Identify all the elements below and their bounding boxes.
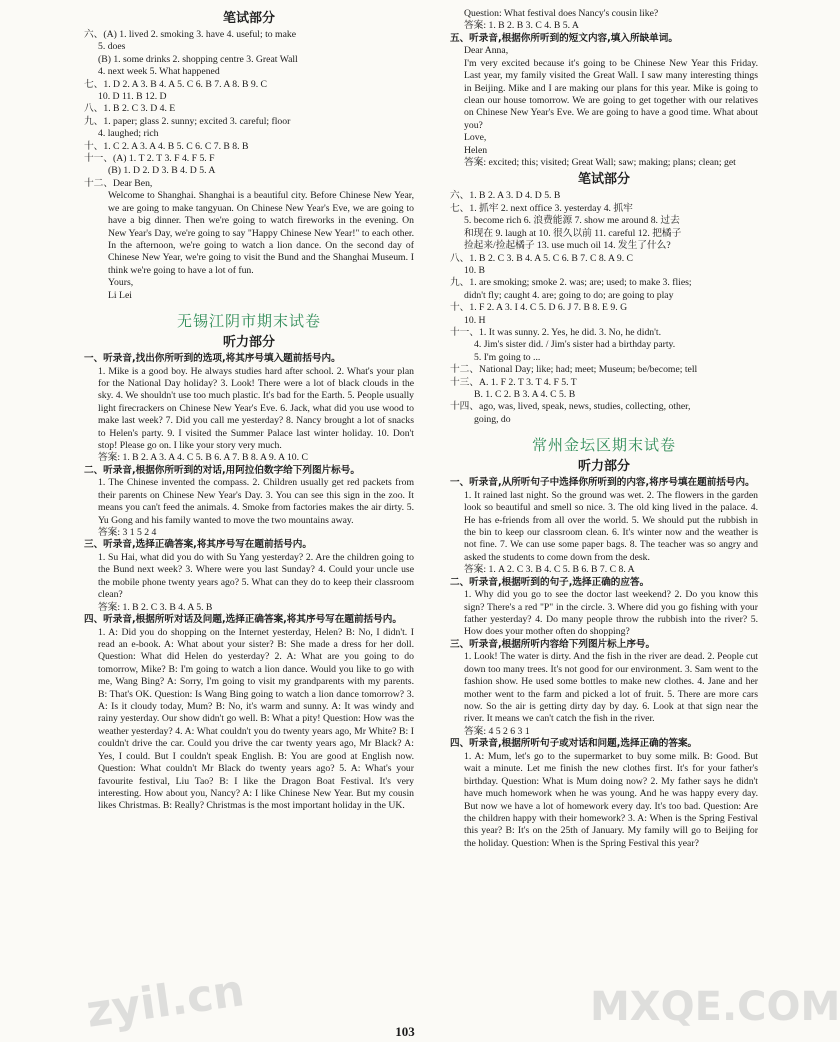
answer-list	[84, 29, 414, 190]
answer-line: going, do	[474, 413, 511, 425]
answer-line: 答案: 3 1 5 2 4	[98, 527, 157, 538]
answer-line: 七、1. D 2. A 3. B 4. A 5. C 6. B 7. A 8. B 9. C	[84, 78, 268, 90]
watermark-logo: MXQE.COM	[590, 984, 840, 1030]
question-heading: 五、听录音,根据你所听到的短文内容,填入所缺单词。	[450, 32, 678, 44]
answer-line: 九、1. paper; glass 2. sunny; excited 3. careful; floor	[84, 115, 291, 127]
exam-title: 常州金坛区期末试卷	[531, 436, 676, 455]
letter-closing: Love,	[464, 132, 487, 144]
answer-line: 十二、Dear Ben,	[84, 177, 153, 189]
answer-line: 答案: 4 5 2 6 3 1	[464, 725, 530, 737]
answer-line: 答案: excited; this; visited; Great Wall; saw; making; plans; clean; get	[464, 157, 736, 169]
question-heading: 四、听录音,根据所听句子或对话和问题,选择正确的答案。	[450, 738, 698, 750]
section-title-listening: 听力部分	[577, 459, 630, 475]
answer-line: 10. H	[464, 314, 486, 326]
right-column	[450, 8, 758, 850]
answer-line: 5. become rich 6. 浪费能源 7. show me around 8. 过去	[464, 215, 680, 227]
answer-line: (B) 1. D 2. D 3. B 4. D 5. A	[108, 165, 216, 177]
answer-line: 答案: 1. B 2. C 3. B 4. A 5. B	[98, 601, 213, 613]
letter-greeting: Dear Anna,	[464, 45, 509, 57]
answer-line: 4. next week 5. What happened	[98, 66, 220, 78]
answer-line: 十四、ago, was, lived, speak, news, studies, collecting, other,	[450, 401, 691, 413]
question-heading: 二、听录音,根据你所听到的对话,用阿拉伯数字给下列图片标号。	[84, 464, 360, 476]
listening-script: 1. Su Hai, what did you do with Su Yang yesterday? 2. Are the children going to the Bund next week? 3. Where were you last Sunday? 4. Could your uncle use the mobile phone twenty years ago? 5. What can they do to keep their classroom clean?	[98, 552, 414, 601]
section-title-listening: 听力部分	[222, 334, 275, 350]
listening-script: 1. A: Did you do shopping on the Internet yesterday, Helen? B: No, I didn't. I read an e-book. A: What about your sister? B: She made a dress for her doll. Question: What did Helen do yesterday? 2. A: What are you going to do tomorrow, Mike? B: I'm going to watch a lion dance. Would you like to go with me, Wang Bing? A: Sorry, I'm going to visit my grandparents with my parents. B: That's OK. Question: Is Wang Bing going to watch a lion dance tomorrow? 3. A: Is it cloudy today, Mum? B: No, it's warm and sunny. A: It was windy and rainy yesterday. Our show didn't go well. B: What a pity! Question: How was the weather yesterday? 4. A: What couldn't you do twenty years ago, Mr White? B: I couldn't drive the car. Could you drive the car twenty years ago, Mr Black? A: Yes, I could. But I couldn't speak English. B: You are good at English now. Question: What couldn't Mr Black do twenty years ago? 5. A: What's your favourite festival, Liu Tao? B: I like the Dragon Boat Festival. It's very interesting. How about you, Nancy? A: I like Chinese New Year. But my cousin likes Christmas. B: Really? Christmas is the most important holiday in the UK.	[98, 626, 414, 812]
left-column	[84, 8, 414, 813]
listening-script: 1. Look! The water is dirty. And the fish in the river are dead. 2. People cut down too many trees. It's not good for our environment. 3. Sam went to the fashion show. He used some bottles to make new clothes. 4. Jane and her mother went to the farm and picked a lot of fruit. 5. There are more cars now. So the air is getting dirty day by day. 6. Look at that sign near the river. It means we can't catch the fish in the river.	[464, 651, 758, 725]
question-heading: 三、听录音,选择正确答案,将其序号写在题前括号内。	[84, 539, 312, 551]
answer-line: 十一、1. It was sunny. 2. Yes, he did. 3. No, he didn't.	[450, 326, 662, 338]
answer-line: 4. laughed; rich	[98, 128, 159, 140]
letter-signature: Li Lei	[108, 289, 132, 301]
answer-line: 4. Jim's sister did. / Jim's sister had a birthday party.	[474, 339, 676, 351]
answer-line: 十、1. C 2. A 3. A 4. B 5. C 6. C 7. B 8. B	[84, 140, 249, 152]
watermark-logo: zyil.cn	[83, 965, 248, 1038]
answer-line: 八、1. B 2. C 3. D 4. E	[84, 103, 176, 115]
listening-script: 1. Mike is a good boy. He always studies hard after school. 2. What's your plan for the National Day holiday? 3. Look! There were a lot of black clouds in the sky. 4. We shouldn't use too much plastic. It's bad for the Earth. 5. People usually light firecrackers on Chinese New Year's Eve. 6. Jack, what did you use wood to make last week? 7. Did you call me yesterday? 8. Nancy brought a lot of snacks to Helen's party. 9. I visited the Summer Palace last winter holiday. 10. Don't stop! Please go on. I like your story very much.	[98, 365, 414, 451]
answer-list	[450, 190, 758, 426]
answer-line: 捡起来/捡起橘子 13. use much oil 14. 发生了什么?	[464, 240, 671, 252]
question-heading: 一、听录音,从所听句子中选择你所听到的内容,将序号填在题前括号内。	[450, 477, 755, 489]
answer-line: 十、1. F 2. A 3. I 4. C 5. D 6. J 7. B 8. E 9. G	[450, 302, 628, 314]
answer-line: 答案: 1. A 2. C 3. B 4. C 5. B 6. B 7. C 8. A	[464, 564, 635, 576]
question-heading: 二、听录音,根据听到的句子,选择正确的应答。	[450, 576, 650, 588]
question-heading: 三、听录音,根据所听内容给下列图片标上序号。	[450, 638, 656, 650]
answer-line: 10. D 11. B 12. D	[98, 91, 167, 103]
answer-line: 八、1. B 2. C 3. B 4. A 5. C 6. B 7. C 8. A 9. C	[450, 252, 634, 264]
answer-line: didn't fly; caught 4. are; going to do; are going to play	[464, 289, 674, 301]
exam-title: 无锡江阴市期末试卷	[176, 311, 321, 330]
listening-script: 1. A: Mum, let's go to the supermarket to buy some milk. B: Good. But wait a minute. Let me finish the new clothes first. It's for your father's birthday. Question: What is Mum doing now? 2. My father says he didn't have much homework when he was young. And he was happy every day. But now we have a lot of homework every day. It's too bad. Question: Are the children happy with their homework? 3. A: When is the Spring Festival this year? B: It's on the 25th of January. My family will go to Beijing for the holiday. Question: When is the Spring Festival this year?	[464, 750, 758, 849]
answer-line: 十一、(A) 1. T 2. T 3. F 4. F 5. F	[84, 153, 215, 165]
letter-closing: Yours,	[108, 277, 134, 289]
page-number: 103	[395, 1024, 415, 1039]
answer-line: 和现在 9. laugh at 10. 很久以前 11. careful 12. 把橘子	[464, 227, 682, 239]
question-heading: 一、听录音,找出你所听到的选项,将其序号填入题前括号内。	[84, 352, 341, 364]
answer-line: 七、1. 抓牢 2. next office 3. yesterday 4. 抓牢	[450, 202, 633, 214]
letter-signature: Helen	[464, 144, 488, 156]
listening-script: 1. The Chinese invented the compass. 2. Children usually get red packets from their parents on Chinese New Year's Day. 3. You can see this sign in the zoo. It means you can't feed the animals. 4. Smoke from factories makes the air dirty. 5. Yu Gong and his family wanted to move the two mountains away.	[98, 477, 414, 526]
question-line: Question: What festival does Nancy's cousin like?	[464, 8, 659, 19]
answer-line: 十三、A. 1. F 2. T 3. T 4. F 5. T	[450, 376, 577, 388]
answer-line: 六、(A) 1. lived 2. smoking 3. have 4. useful; to make	[84, 29, 297, 40]
answer-line: 答案: 1. B 2. B 3. C 4. B 5. A	[464, 20, 579, 32]
answer-line: 九、1. are smoking; smoke 2. was; are; used; to make 3. flies;	[450, 277, 692, 289]
answer-line: (B) 1. some drinks 2. shopping centre 3. Great Wall	[98, 53, 298, 65]
answer-line: 答案: 1. B 2. A 3. A 4. C 5. B 6. A 7. B 8. A 9. A 10. C	[98, 452, 308, 464]
answer-line: 5. does	[98, 41, 126, 53]
listening-script: 1. It rained last night. So the ground was wet. 2. The flowers in the garden look so beautiful and smell so nice. 3. The old king lived in the palace. 4. He has e-friends from all over the world. 5. We should put the rubbish in the bin to keep our classroom clean. 6. It's winter now and the weather is not fine. 7. We can use some paper bags. 8. The teacher was so angry and asked the students to come down from the desk.	[464, 489, 758, 563]
question-heading: 四、听录音,根据所听对话及问题,选择正确答案,将其序号写在题前括号内。	[84, 614, 402, 626]
answer-line: 10. B	[464, 264, 485, 276]
answer-line: 六、1. B 2. A 3. D 4. D 5. B	[450, 190, 561, 202]
section-title-writing: 笔试部分	[222, 11, 275, 26]
passage-text: I'm very excited because it's going to be Chinese New Year this Friday. Last year, my family visited the Great Wall. I saw many interesting things in Beijing. Mike and I are making our plans for this year. Mike is going to clean our house tomorrow. We are going to get together with our relatives on Chinese New Year's Eve. We are going to have a good time. What about you?	[464, 57, 758, 131]
answer-line: 十二、National Day; like; had; meet; Museum; be/become; tell	[450, 364, 698, 376]
answer-line: B. 1. C 2. B 3. A 4. C 5. B	[474, 388, 576, 400]
listening-script: 1. Why did you go to see the doctor last weekend? 2. Do you know this sign? There's a red "P" in the circle. 3. Where did you go fishing with your father yesterday? 4. Do many people throw the rubbish into the river? 5. How does your mother often do shopping?	[464, 589, 758, 638]
letter-body: Welcome to Shanghai. Shanghai is a beautiful city. Before Chinese New Year, we are going to make tangyuan. On Chinese New Year's Eve, we are going to have a big dinner. Then we're going to watch fireworks in the evening. On New Year's Day, we're going to say "Happy Chinese New Year!" to each other. In the afternoon, we're going to watch a lion dance. On the second day of Chinese New Year, we're going to visit the Bund and the Shanghai Museum. I think we're going to have a lot of fun.	[108, 190, 414, 276]
answer-line: 5. I'm going to ...	[474, 351, 541, 363]
section-title-writing: 笔试部分	[577, 172, 630, 188]
